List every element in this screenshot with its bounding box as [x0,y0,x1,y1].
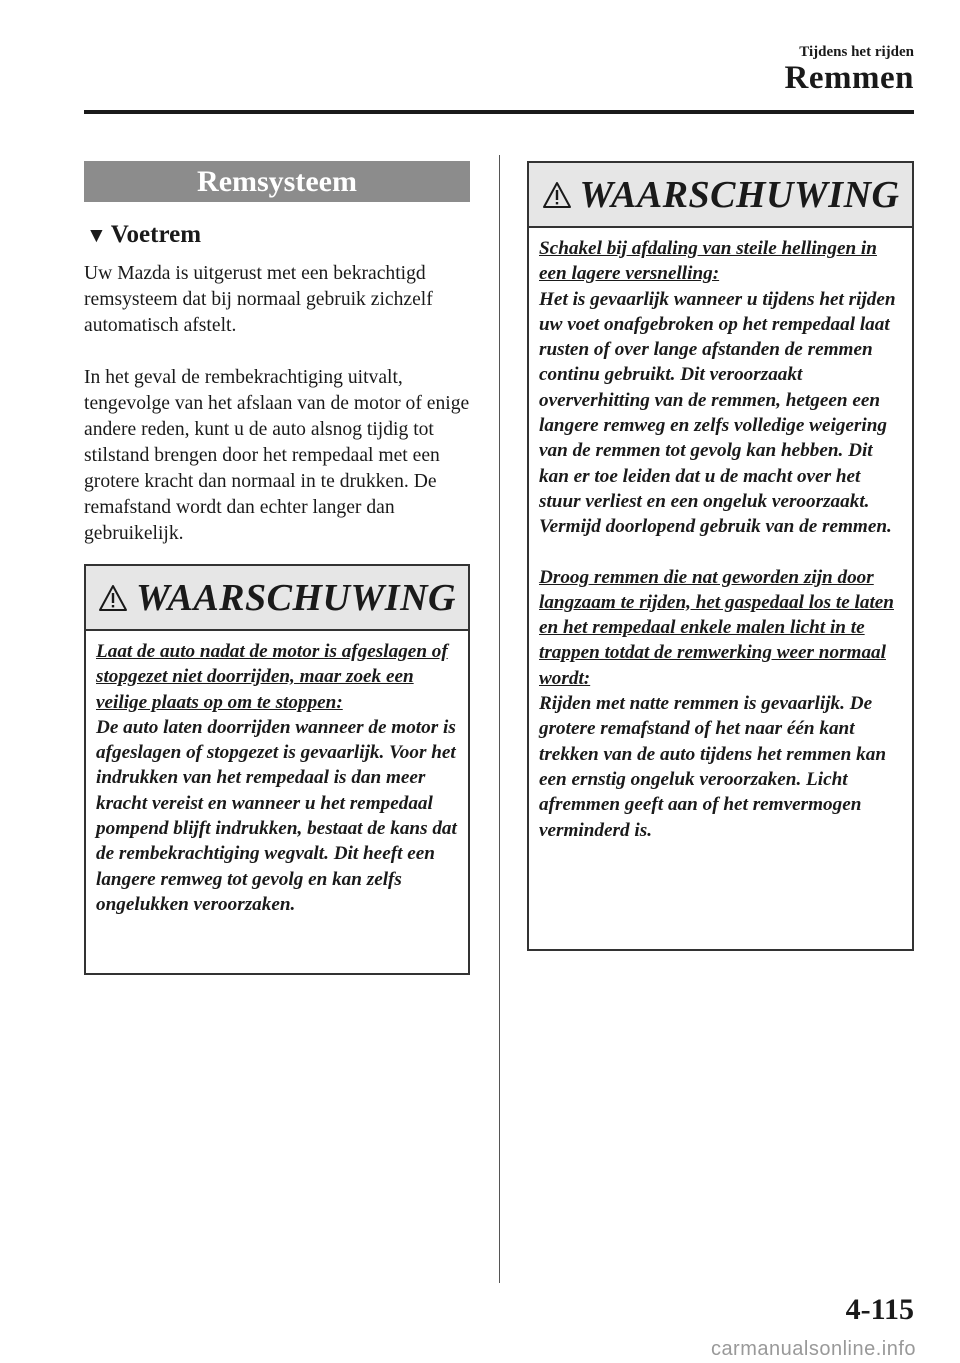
page-number: 4-115 [845,1293,914,1326]
warning-text-2: Rijden met natte remmen is gevaarlijk. De grotere remafstand of het naar één kant trekken van de auto tijdens het remmen kan een ernstig ongeluk veroorzaken. Licht afremmen geeft aan of het remvermogen verminderd is. [539,693,886,841]
warning-triangle-icon [98,584,128,612]
triangle-marker-icon: ▼ [86,223,107,247]
warning-header [86,566,468,631]
subsection-title: Voetrem [110,221,202,248]
warning-heading-2: Droog remmen die nat geworden zijn door langzaam te rijden, het gaspedaal los te laten en het rempedaal enkele malen licht in te trappen totdat de remwerking weer normaal wordt: [539,566,894,689]
paragraph-failure: In het geval de rembekrachtiging uitvalt, tengevolge van het afslaan van de motor of enige andere reden, kunt u de auto alsnog tijdig tot stilstand brengen door het rempedaal met een grotere kracht dan normaal in te drukken. De remafstand wordt dan echter langer dan gebruikelijk. [84,367,470,544]
warning-text: De auto laten doorrijden wanneer de motor is afgeslagen of stopgezet is gevaarlijk. Voor het indrukken van het rempedaal is dan meer kracht vereist en wanneer u het rempedaal pompend blijft indrukken, bestaat de kans dat de rembekrachtiging wegvalt. Dit heeft een langere remweg tot gevolg en kan zelfs ongelukken veroorzaken. [96,716,457,915]
chapter-label: Tijdens het rijden [799,44,914,60]
paragraph-gap [539,540,902,565]
subsection-heading [86,219,201,251]
warning-title: WAARSCHUWING [136,576,456,619]
warning-body [86,631,468,917]
header-divider [84,110,914,114]
warning-header [529,163,912,228]
warning-heading-1: Schakel bij afdaling van steile hellingen in een lagere versnelling: [539,238,877,285]
warning-triangle-icon [542,181,572,209]
section-title-header: Remmen [784,60,914,96]
warning-text-1: Het is gevaarlijk wanneer u tijdens het rijden uw voet onafgebroken op het rempedaal laat rusten of over lange afstanden de remmen continu gebruikt. Dit veroorzaakt oververhitting van de remmen, hetgeen een langere remweg en zelfs volledige weigering van de remmen tot gevolg kan hebben. Dit kan er toe leiden dat u de macht over het stuur verliest en een ongeluk veroorzaakt. Vermijd doorlopend gebruik van de remmen. [539,288,896,538]
paragraph-intro: Uw Mazda is uitgerust met een bekrachtigd remsysteem dat bij normaal gebruik zichzelf automatisch afstelt. [84,263,433,336]
warning-body [529,228,912,843]
warning-heading: Laat de auto nadat de motor is afgeslagen of stopgezet niet doorrijden, maar zoek een veilige plaats op om te stoppen: [96,641,448,713]
warning-box-left [84,564,470,975]
watermark: carmanualsonline.info [710,1338,916,1360]
warning-box-right [527,161,914,951]
section-banner: Remsysteem [84,161,470,202]
warning-title: WAARSCHUWING [579,173,900,216]
column-divider [499,155,500,1283]
